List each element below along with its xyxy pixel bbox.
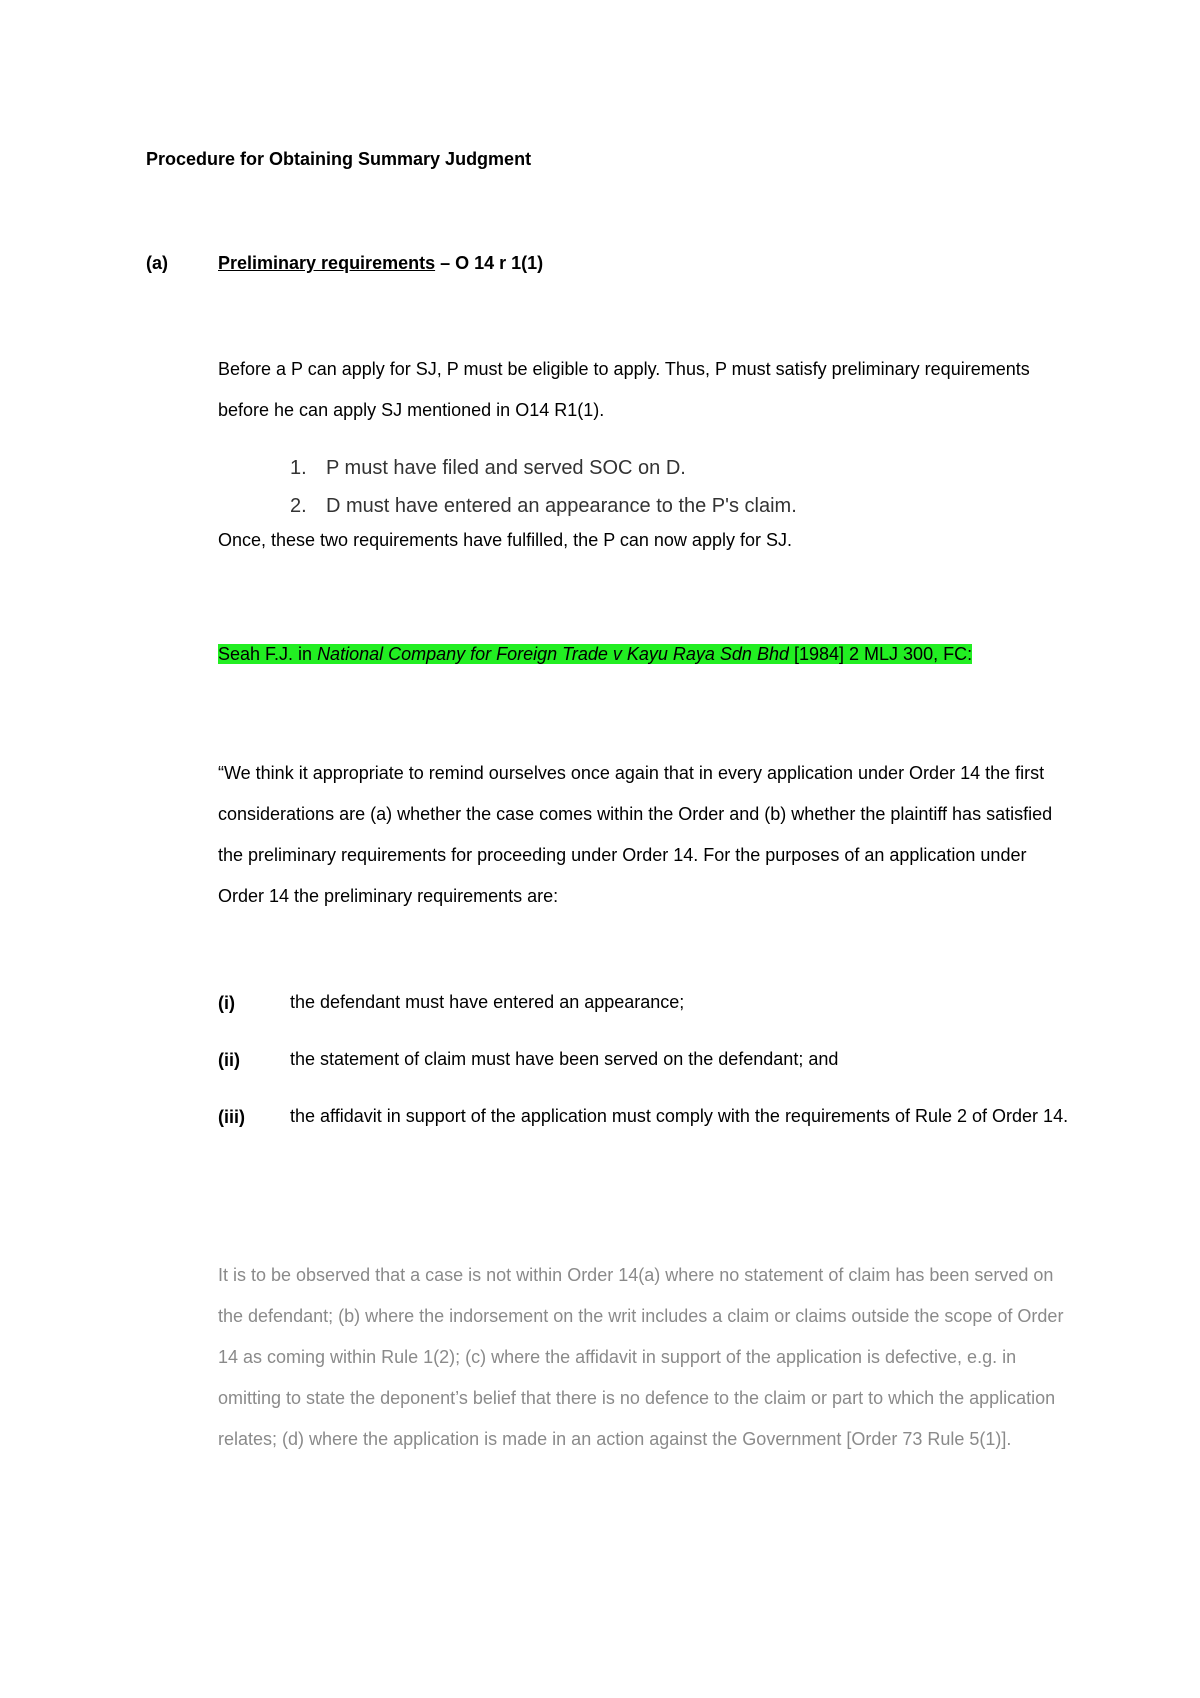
- roman-list-text: the defendant must have entered an appearance;: [290, 992, 685, 1012]
- roman-list-label: (ii): [218, 1050, 240, 1070]
- intro-paragraph: Before a P can apply for SJ, P must be eligible to apply. Thus, P must satisfy preliminary requirements before he can apply SJ mentioned in O14 R1(1).: [218, 359, 1030, 420]
- citation-case-name: National Company for Foreign Trade v Kayu Raya Sdn Bhd: [317, 644, 789, 664]
- list-item: [290, 449, 797, 487]
- citation-prefix: Seah F.J. in: [218, 644, 318, 664]
- section-label: (a): [146, 253, 168, 273]
- roman-list-label: (iii): [218, 1107, 245, 1127]
- list-item-text: P must have filed and served SOC on D.: [326, 457, 686, 479]
- list-item: [290, 487, 797, 525]
- list-item-number: 1.: [290, 457, 307, 479]
- roman-list-text: the affidavit in support of the application must comply with the requirements of Rule 2 of Order 14.: [290, 1106, 1069, 1126]
- list-item-number: 2.: [290, 495, 307, 517]
- observation-paragraph: It is to be observed that a case is not within Order 14(a) where no statement of claim has been served on the defendant; (b) where the indorsement on the writ includes a claim or claims outside the scope of Order 14 as coming within Rule 1(2); (c) where the affidavit in support of the application is defective, e.g. in omitting to state the deponent’s belief that there is no defence to the claim or part to which the application relates; (d) where the application is made in an action against the Government [Order 73 Rule 5(1)].: [218, 1265, 1064, 1449]
- case-citation: [218, 643, 972, 665]
- list-item-text: D must have entered an appearance to the P's claim.: [326, 495, 797, 517]
- roman-list-label: (i): [218, 993, 235, 1013]
- once-paragraph: Once, these two requirements have fulfilled, the P can now apply for SJ.: [218, 530, 792, 550]
- roman-list-text: the statement of claim must have been served on the defendant; and: [290, 1049, 839, 1069]
- requirements-list: [290, 449, 797, 525]
- section-heading-underlined: Preliminary requirements: [218, 253, 436, 273]
- quote-paragraph: “We think it appropriate to remind ourselves once again that in every application under Order 14 the first considerations are (a) whether the case comes within the Order and (b) whether the plaintiff has satisfied the preliminary requirements for proceeding under Order 14. For the purposes of an application under Order 14 the preliminary requirements are:: [218, 763, 1053, 906]
- section-heading-rest: – O 14 r 1(1): [435, 253, 544, 273]
- citation-suffix: [1984] 2 MLJ 300, FC:: [788, 644, 973, 664]
- document-title: Procedure for Obtaining Summary Judgment: [146, 149, 532, 169]
- section-heading: [218, 252, 543, 274]
